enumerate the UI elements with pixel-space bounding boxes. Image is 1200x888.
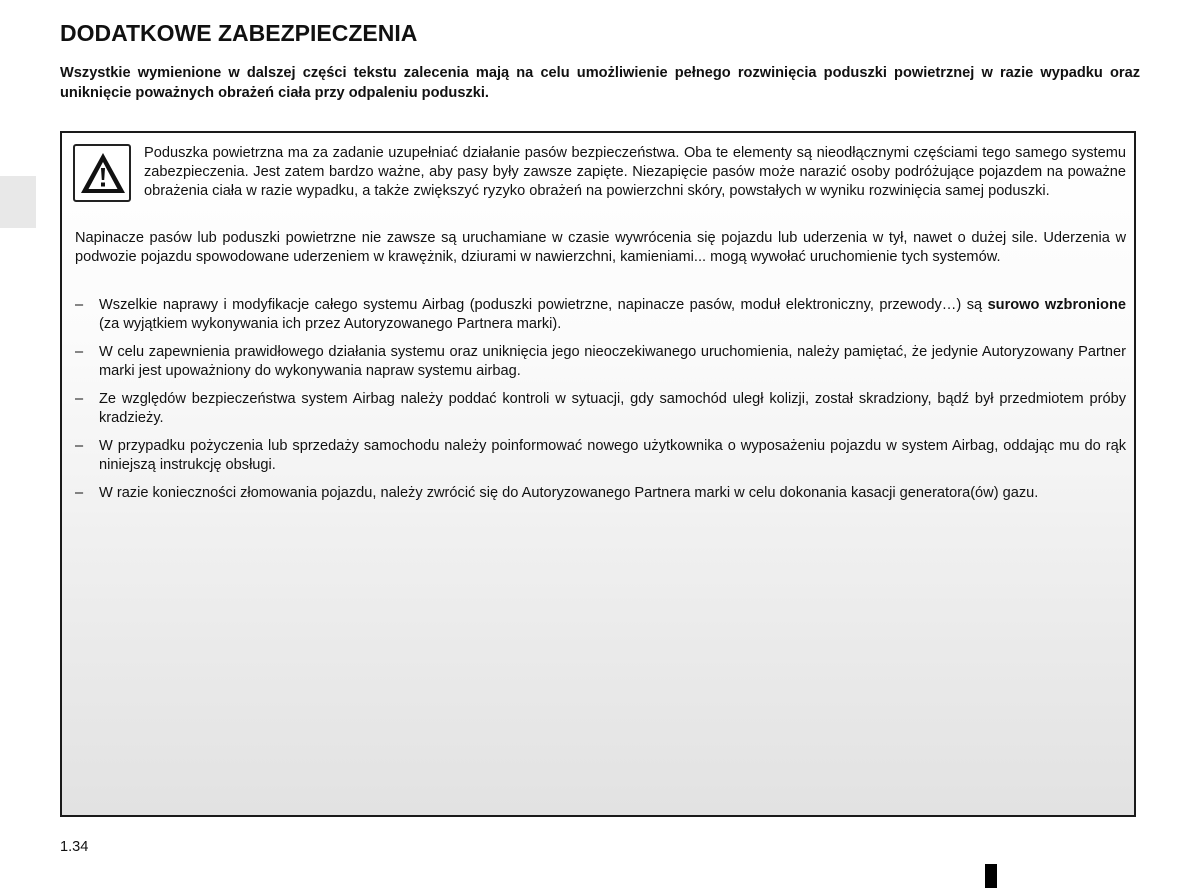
chapter-tab-marker bbox=[0, 176, 36, 228]
bullet-dash: – bbox=[75, 344, 84, 360]
bullet-text: W celu zapewnienia prawidłowego działania systemu oraz uniknięcia jego nieoczekiwanego uruchomienia, należy pamiętać, że jedynie Autoryzowany Partner marki jest upoważniony do wykonywania napraw systemu airbag. bbox=[99, 344, 1126, 379]
bullet-text: Wszelkie naprawy i modyfikacje całego systemu Airbag (poduszki powietrzne, napinacze pasów, moduł elektroniczny, przewody…) są bbox=[99, 297, 988, 313]
warning-box bbox=[60, 131, 1136, 817]
warning-paragraph-activation: Napinacze pasów lub poduszki powietrzne nie zawsze są uruchamiane w czasie wywrócenia się pojazdu lub uderzenia w tył, nawet o dużej sile. Uderzenia w podwozie pojazdu spowodowane uderzeniem w krawężnik, dziurami w nawierzchni, kamieniami... mogą wywołać uruchomienie tych systemów. bbox=[75, 230, 1126, 265]
page-corner-mark bbox=[985, 864, 997, 888]
bullet-text: W przypadku pożyczenia lub sprzedaży samochodu należy poinformować nowego użytkownika o wyposażeniu pojazdu w system Airbag, oddając mu do rąk niniejszą instrukcję obsługi. bbox=[99, 438, 1126, 473]
bullet-text: W razie konieczności złomowania pojazdu, należy zwrócić się do Autoryzowanego Partnera marki w celu dokonania kasacji generatora(ów) gazu. bbox=[99, 485, 1039, 501]
bullet-emphasis: surowo wzbronione bbox=[987, 297, 1126, 313]
intro-paragraph: Wszystkie wymienione w dalszej części tekstu zalecenia mają na celu umożliwienie pełnego rozwinięcia poduszki powietrznej w razie wypadku oraz uniknięcie poważnych obrażeń ciała przy odpaleniu poduszki. bbox=[60, 65, 1140, 101]
list-item bbox=[75, 390, 1126, 428]
warning-paragraph-seatbelts: Poduszka powietrzna ma za zadanie uzupełniać działanie pasów bezpieczeństwa. Oba te elementy są nieodłącznymi częściami tego samego systemu zabezpieczenia. Jest zatem bardzo ważne, aby pasy były zawsze zapięte. Niezapięcie pasów może narazić osoby podróżujące pojazdem na poważne obrażenia ciała w razie wypadku, a także zwiększyć ryzyko obrażeń na powierzchni skóry, powstałych w wyniku rozwinięcia samej poduszki. bbox=[144, 145, 1126, 199]
warning-triangle-icon bbox=[73, 144, 131, 202]
list-item bbox=[75, 343, 1126, 381]
warning-bullet-list bbox=[75, 296, 1126, 512]
page-number: 1.34 bbox=[60, 839, 89, 855]
list-item bbox=[75, 484, 1126, 503]
bullet-dash: – bbox=[75, 485, 84, 501]
bullet-text: (za wyjątkiem wykonywania ich przez Autoryzowanego Partnera marki). bbox=[99, 316, 562, 332]
bullet-dash: – bbox=[75, 391, 84, 407]
list-item bbox=[75, 296, 1126, 334]
list-item bbox=[75, 437, 1126, 475]
page-title: DODATKOWE ZABEZPIECZENIA bbox=[60, 20, 418, 46]
bullet-text: Ze względów bezpieczeństwa system Airbag należy poddać kontroli w sytuacji, gdy samochód uległ kolizji, został skradziony, bądź był przedmiotem próby kradzieży. bbox=[99, 391, 1126, 426]
bullet-dash: – bbox=[75, 438, 84, 454]
bullet-dash: – bbox=[75, 297, 84, 313]
